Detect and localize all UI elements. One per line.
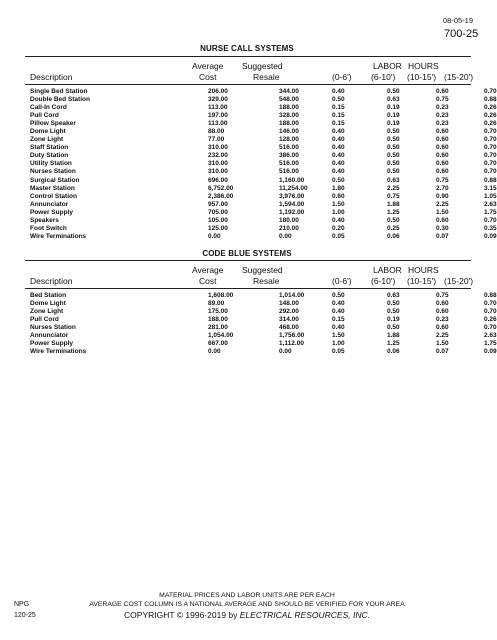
- header-hours-10-15: (10-15'): [407, 72, 437, 82]
- item-description: Dome Light: [30, 300, 66, 308]
- header-cost: Cost: [199, 276, 217, 286]
- item-description: Master Station: [30, 184, 75, 192]
- table-row: Annunciator 1,054.00 1,756.00 1.50 1.88 2.25 2.63: [30, 332, 497, 340]
- item-description: Duty Station: [30, 152, 69, 160]
- code-blue-table: [30, 292, 497, 356]
- item-description: Call-In Cord: [30, 104, 67, 112]
- header-suggested: Suggested: [242, 61, 283, 71]
- table-row: Surgical Station 696.00 1,160.00 0.50 0.63 0.75 0.88: [30, 176, 497, 184]
- revision-date: 08-05-19: [443, 16, 474, 25]
- item-description: Wire Terminations: [30, 348, 87, 356]
- table-row: Double Bed Station 329.00 548.00 0.50 0.63 0.75 0.88: [30, 96, 497, 104]
- header-suggested: Suggested: [242, 265, 283, 275]
- table-row: Bed Station 1,608.00 1,014.00 0.50 0.63 0.75 0.88: [30, 292, 497, 299]
- item-description: Annunciator: [30, 332, 69, 340]
- header-hours: HOURS: [408, 265, 439, 275]
- item-description: Annunciator: [30, 200, 69, 208]
- item-description: Speakers: [30, 216, 59, 224]
- item-description: Power Supply: [30, 340, 73, 348]
- header-cost: Cost: [199, 72, 217, 82]
- header-hours: HOURS: [408, 61, 439, 71]
- table-row: Speakers 105.00 180.00 0.40 0.50 0.60 0.70: [30, 216, 497, 224]
- header-rule-top: [25, 56, 471, 57]
- header-resale: Resale: [253, 276, 280, 286]
- table-row: Pull Cord 188.00 314.00 0.15 0.19 0.23 0.26: [30, 316, 497, 324]
- header-resale: Resale: [253, 72, 280, 82]
- section-title-nurse-call: NURSE CALL SYSTEMS: [200, 44, 294, 53]
- item-description: Surgical Station: [30, 176, 80, 184]
- table-row: Wire Terminations 0.00 0.00 0.05 0.06 0.07 0.09: [30, 348, 497, 356]
- header-description: Description: [30, 72, 73, 82]
- item-description: Nurses Station: [30, 324, 76, 332]
- header-average: Average: [192, 265, 224, 275]
- item-description: Staff Station: [30, 144, 69, 152]
- item-description: Pillow Speaker: [30, 120, 76, 128]
- item-description: Double Bed Station: [30, 96, 90, 104]
- item-description: Foot Switch: [30, 224, 67, 232]
- header-hours-15-20: (15-20'): [444, 276, 474, 286]
- item-description: Wire Terminations: [30, 232, 87, 240]
- table-row: Zone Light 175.00 292.00 0.40 0.50 0.60 0.70: [30, 308, 497, 316]
- table-row: Control Station 2,386.00 3,976.00 0.60 0.75 0.90 1.05: [30, 192, 497, 200]
- header-description: Description: [30, 276, 73, 286]
- page-code: 700-25: [444, 28, 479, 40]
- header-hours-6-10: (6-10'): [371, 72, 396, 82]
- table-row: Power Supply 667.00 1,112.00 1.00 1.25 1.50 1.75: [30, 340, 497, 348]
- header-rule-bottom: [25, 288, 471, 289]
- table-row: Staff Station 310.00 516.00 0.40 0.50 0.60 0.70: [30, 144, 497, 152]
- footer-page-ref: 120-25: [14, 612, 36, 619]
- header-average: Average: [192, 61, 224, 71]
- item-description: Utility Station: [30, 160, 72, 168]
- table-row: Annunciator 957.00 1,594.00 1.50 1.88 2.25 2.63: [30, 200, 497, 208]
- item-description: Single Bed Station: [30, 88, 88, 95]
- section-title-code-blue: CODE BLUE SYSTEMS: [202, 249, 292, 258]
- header-labor: LABOR: [373, 265, 402, 275]
- table-row: Foot Switch 125.00 210.00 0.20 0.25 0.30 0.35: [30, 224, 497, 232]
- item-description: Control Station: [30, 192, 77, 200]
- copyright-text: COPYRIGHT © 1996-2019 by: [124, 610, 240, 620]
- item-description: Dome Light: [30, 128, 66, 136]
- header-labor: LABOR: [373, 61, 402, 71]
- header-hours-15-20: (15-20'): [444, 72, 474, 82]
- nurse-call-table: [30, 88, 497, 241]
- table-row: Power Supply 705.00 1,192.00 1.00 1.25 1.50 1.75: [30, 208, 497, 216]
- header-hours-6-10: (6-10'): [371, 276, 396, 286]
- table-row: Utility Station 310.00 516.00 0.40 0.50 0.60 0.70: [30, 160, 497, 168]
- table-row: Wire Terminations 0.00 0.00 0.05 0.06 0.07 0.09: [30, 232, 497, 240]
- item-description: Pull Cord: [30, 112, 59, 120]
- table-row: Nurses Station 281.00 468.00 0.40 0.50 0.60 0.70: [30, 324, 497, 332]
- table-row: Duty Station 232.00 386.00 0.40 0.50 0.60 0.70: [30, 152, 497, 160]
- table-row: Dome Light 88.00 146.00 0.40 0.50 0.60 0.70: [30, 128, 497, 136]
- header-hours-0-6: (0-6'): [332, 72, 352, 82]
- item-description: Pull Cord: [30, 316, 59, 324]
- table-row: Zone Light 77.00 128.00 0.40 0.50 0.60 0.70: [30, 136, 497, 144]
- item-description: Power Supply: [30, 208, 73, 216]
- footer-npg: NPG: [14, 601, 30, 608]
- table-row: Call-In Cord 113.00 188.00 0.15 0.19 0.23 0.26: [30, 104, 497, 112]
- item-description: Zone Light: [30, 136, 64, 144]
- header-hours-0-6: (0-6'): [332, 276, 352, 286]
- table-row: Pillow Speaker 113.00 188.00 0.15 0.19 0.23 0.26: [30, 120, 497, 128]
- table-row: Nurses Station 310.00 516.00 0.40 0.50 0.60 0.70: [30, 168, 497, 176]
- item-description: Zone Light: [30, 308, 64, 316]
- table-row: Master Station 6,752.00 11,254.00 1.80 2.25 2.70 3.15: [30, 184, 497, 192]
- header-rule-bottom: [25, 84, 471, 85]
- table-row: Pull Cord 197.00 328.00 0.15 0.19 0.23 0.26: [30, 112, 497, 120]
- header-rule-top: [25, 260, 471, 261]
- table-row: Dome Light 89.00 148.00 0.40 0.50 0.60 0.70: [30, 300, 497, 308]
- header-hours-10-15: (10-15'): [407, 276, 437, 286]
- footer-note-average: AVERAGE COST COLUMN IS A NATIONAL AVERAGE AND SHOULD BE VERIFIED FOR YOUR AREA: [89, 601, 405, 608]
- footer-note-units: MATERIAL PRICES AND LABOR UNITS ARE PER EACH: [159, 592, 335, 599]
- footer-copyright: [0, 610, 494, 620]
- table-row: Single Bed Station 206.00 344.00 0.40 0.50 0.60 0.70: [30, 88, 497, 95]
- copyright-company: ELECTRICAL RESOURCES, INC.: [239, 610, 370, 620]
- item-description: Bed Station: [30, 292, 67, 299]
- item-description: Nurses Station: [30, 168, 76, 176]
